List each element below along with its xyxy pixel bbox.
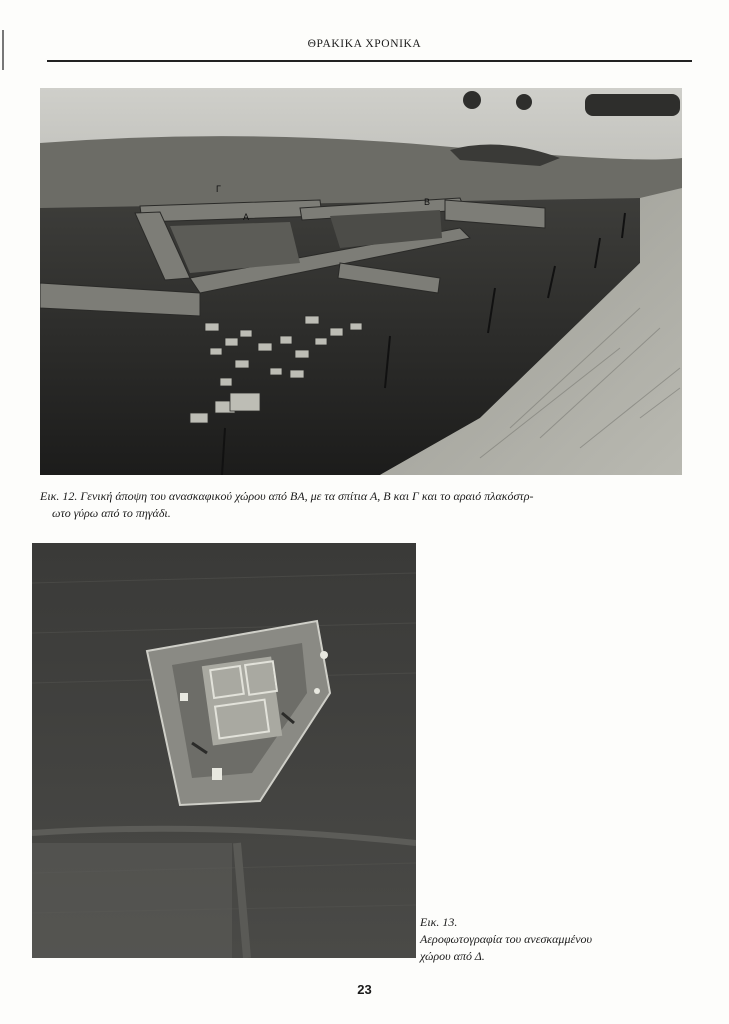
running-title: ΘΡΑΚΙΚΑ ΧΡΟΝΙΚΑ bbox=[307, 38, 422, 50]
figure-13-caption-label: Εικ. 13. bbox=[420, 915, 458, 929]
figure-13-caption-line-1: Αεροφωτογραφία του ανεσκαμμένου bbox=[420, 932, 593, 946]
figure-13-caption bbox=[420, 914, 640, 965]
figure-12-caption bbox=[40, 488, 692, 522]
header-rule bbox=[47, 60, 692, 62]
excavation-photo bbox=[40, 88, 682, 475]
figure-13-caption-line-2: χώρου από Δ. bbox=[420, 949, 485, 963]
house-b-label: Β bbox=[424, 197, 431, 207]
house-g-label: Γ bbox=[216, 184, 221, 194]
scan-edge-mark bbox=[2, 30, 4, 70]
figure-12-caption-line-1: Εικ. 12. Γενική άποψη του ανασκαφικού χώρου από ΒΑ, με τα σπίτια Α, Β και Γ και το αραιό πλακόστρ- bbox=[40, 489, 534, 503]
page-number: 23 bbox=[357, 982, 372, 997]
figure-12-caption-line-2: ωτο γύρω από το πηγάδι. bbox=[52, 506, 171, 520]
house-a-label: Α bbox=[243, 212, 250, 222]
aerial-photo bbox=[32, 543, 416, 958]
